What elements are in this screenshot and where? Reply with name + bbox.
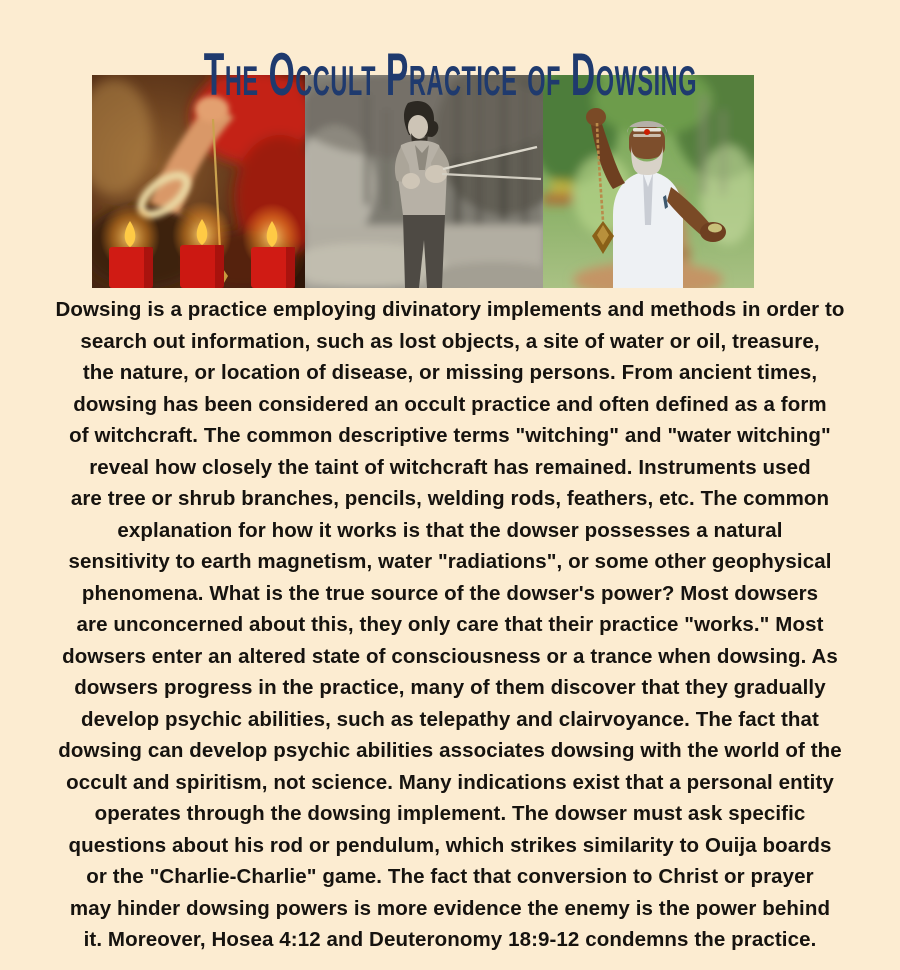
page-title: The Occult Practice of Dowsing [203, 41, 697, 109]
body-paragraph: Dowsing is a practice employing divinatory implements and methods in order to search out information, such as lost objects, a site of water or oil, treasure, the nature, or location of disease, or missing persons. From ancient times, dowsing has been considered an occult practice and often defined as a form of witchcraft. The common descriptive terms "witching" and "water witching" reveal how closely the taint of witchcraft has remained. Instruments used are tree or shrub branches, pencils, welding rods, feathers, etc. The common explanation for how it works is that the dowser possesses a natural sensitivity to earth magnetism, water "radiations", or some other geophysical phenomena. What is the true source of the dowser's power? Most dowsers are unconcerned about this, they only care that their practice "works." Most dowsers enter an altered state of consciousness or a trance when dowsing. As dowsers progress in the practice, many of them discover that they gradually develop psychic abilities, such as telepathy and clairvoyance. The fact that dowsing can develop psychic abilities associates dowsing with the world of the occult and spiritism, not science. Many indications exist that a personal entity operates through the dowsing implement. The dowser must ask specific questions about his rod or pendulum, which strikes similarity to Ouija boards or the "Charlie-Charlie" game. The fact that conversion to Christ or prayer may hinder dowsing powers is more evidence the enemy is the power behind it. Moreover, Hosea 4:12 and Deuteronomy 18:9-12 condemns the practice. [55, 298, 845, 951]
title-bar [0, 0, 900, 109]
